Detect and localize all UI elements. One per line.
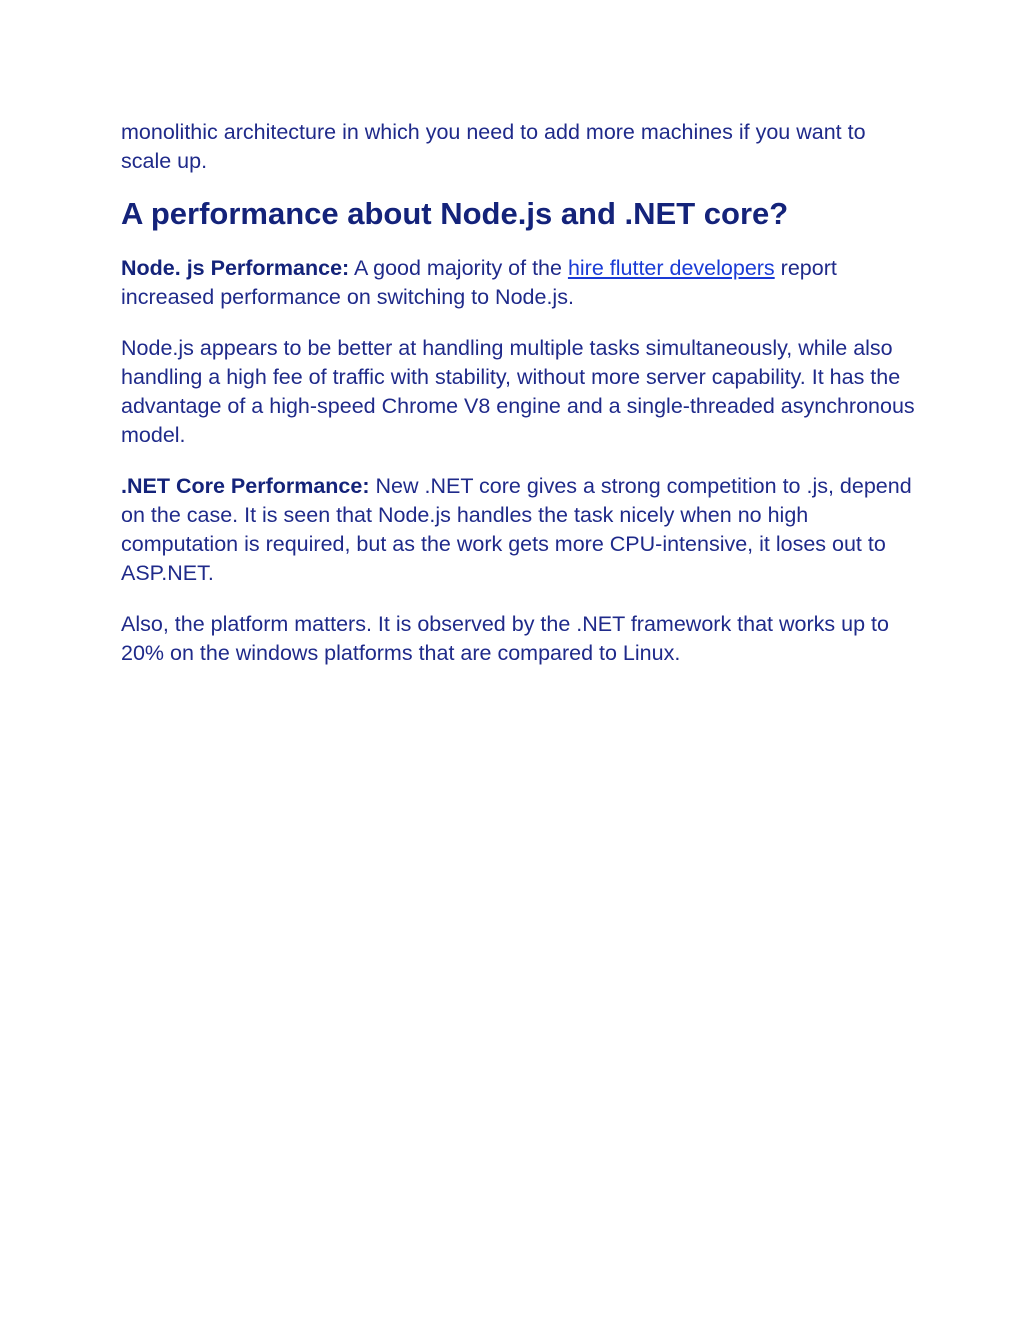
node-performance-label: Node. js Performance:	[121, 256, 350, 280]
net-performance-text: New .NET core gives a strong competition to .js, depend on the case. It is seen that Node.js handles the task nicely when no high computation is required, but as the work gets more CPU-intensive, it loses out to ASP.NET.	[121, 474, 912, 585]
net-performance-label: .NET Core Performance:	[121, 474, 370, 498]
node-performance-paragraph	[121, 254, 921, 312]
node-text-before-link: A good majority of the	[349, 256, 568, 280]
document-page	[121, 118, 921, 690]
node-text-after-link: report increased performance on switching to Node.js.	[121, 256, 837, 309]
net-performance-paragraph	[121, 472, 921, 588]
section-heading: A performance about Node.js and .NET core?	[121, 196, 789, 231]
intro-paragraph: monolithic architecture in which you need to add more machines if you want to scale up.	[121, 120, 866, 173]
platform-paragraph: Also, the platform matters. It is observed by the .NET framework that works up to 20% on the windows platforms that are compared to Linux.	[121, 612, 889, 665]
hire-flutter-developers-link[interactable]: hire flutter developers	[567, 256, 775, 280]
node-details-paragraph: Node.js appears to be better at handling multiple tasks simultaneously, while also handling a high fee of traffic with stability, without more server capability. It has the advantage of a high-speed Chrome V8 engine and a single-threaded asynchronous model.	[121, 336, 915, 447]
